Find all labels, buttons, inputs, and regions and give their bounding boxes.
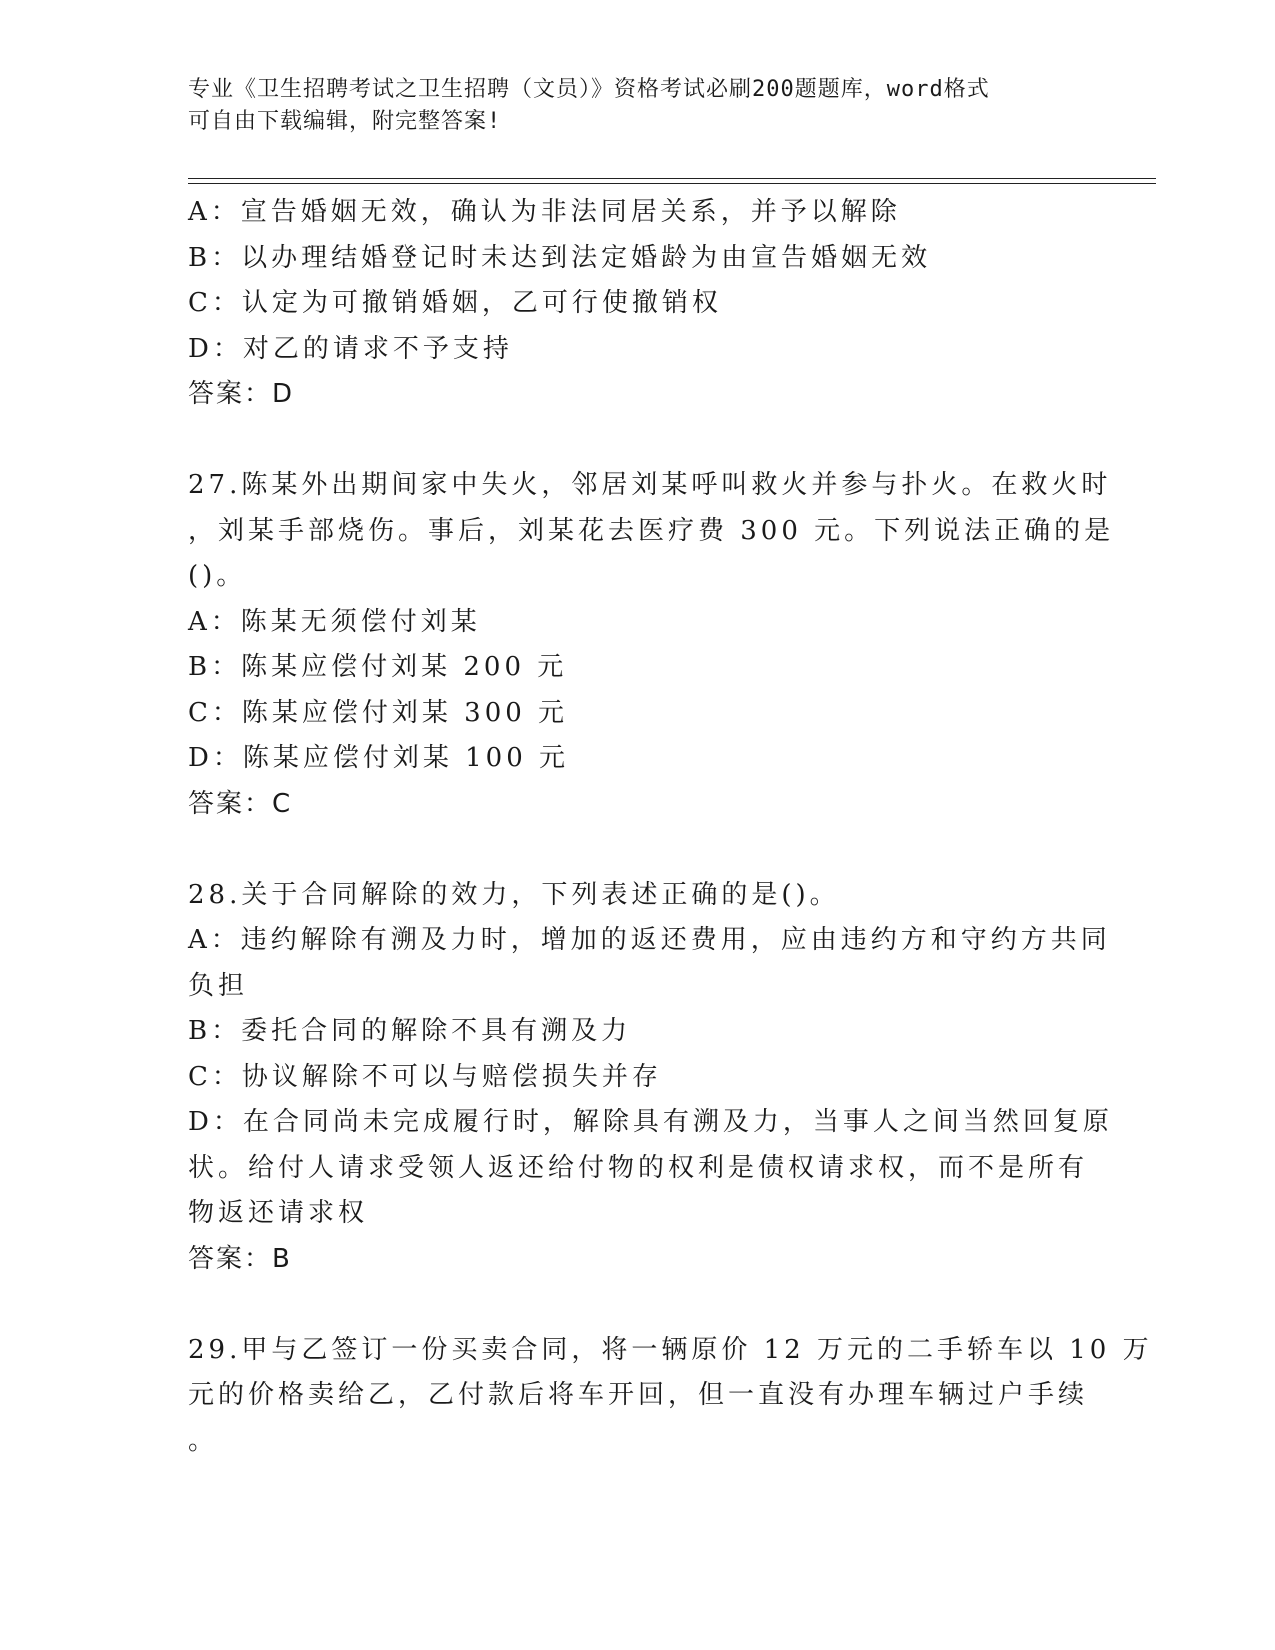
option-a: A：宣告婚姻无效，确认为非法同居关系，并予以解除 [188,197,901,227]
answer: 答案：B [188,1243,292,1274]
answer: 答案：D [188,379,295,409]
header-divider-top [188,178,1156,179]
question-stem-line: 。 [188,1425,219,1456]
option-b: B：以办理结婚登记时未达到法定婚龄为由宣告婚姻无效 [188,242,932,273]
header-divider-bottom [188,183,1156,184]
question-27 [188,463,1115,827]
option-b: B：陈某应偿付刘某 200 元 [188,652,568,682]
option-d: D：在合同尚未完成履行时，解除具有溯及力，当事人之间当然回复原 [188,1107,1113,1137]
question-stem-line: 29.甲与乙签订一份买卖合同，将一辆原价 12 万元的二手轿车以 10 万 [188,1334,1153,1365]
option-c: C：陈某应偿付刘某 300 元 [188,697,569,728]
question-29 [188,1328,1153,1465]
option-d-continued: 物返还请求权 [188,1198,369,1228]
spacer [188,827,1088,873]
answer: 答案：C [188,788,293,819]
option-d: D：陈某应偿付刘某 100 元 [188,743,570,773]
option-a-continued: 负担 [188,970,249,1001]
option-b: B：委托合同的解除不具有溯及力 [188,1016,632,1046]
option-a: A：陈某无须偿付刘某 [188,606,481,637]
option-a: A：违约解除有溯及力时，增加的返还费用，应由违约方和守约方共同 [188,925,1111,955]
spacer [188,418,1088,464]
document-header [188,74,1078,138]
question-28 [188,873,1113,1283]
question-26 [188,190,1088,418]
question-stem-line: ()。 [188,561,247,591]
option-d: D：对乙的请求不予支持 [188,333,513,364]
spacer [188,1282,1088,1328]
question-stem-line: 27.陈某外出期间家中失火，邻居刘某呼叫救火并参与扑火。在救火时 [188,470,1112,500]
header-title-line-2: 可自由下载编辑，附完整答案! [188,109,502,134]
question-stem-line: 元的价格卖给乙，乙付款后将车开回，但一直没有办理车辆过户手续 [188,1380,1089,1410]
option-c: C：认定为可撤销婚姻，乙可行使撤销权 [188,288,722,318]
header-title-line-1: 专业《卫生招聘考试之卫生招聘（文员）》资格考试必刷200题题库，word格式 [188,77,990,102]
option-c: C：协议解除不可以与赔偿损失并存 [188,1061,662,1092]
question-stem-line: 28.关于合同解除的效力，下列表述正确的是()。 [188,879,840,910]
document-body [188,190,1153,1464]
question-stem-line: ，刘某手部烧伤。事后，刘某花去医疗费 300 元。下列说法正确的是 [188,515,1115,546]
option-d-continued: 状。给付人请求受领人返还给付物的权利是债权请求权，而不是所有 [188,1152,1089,1183]
